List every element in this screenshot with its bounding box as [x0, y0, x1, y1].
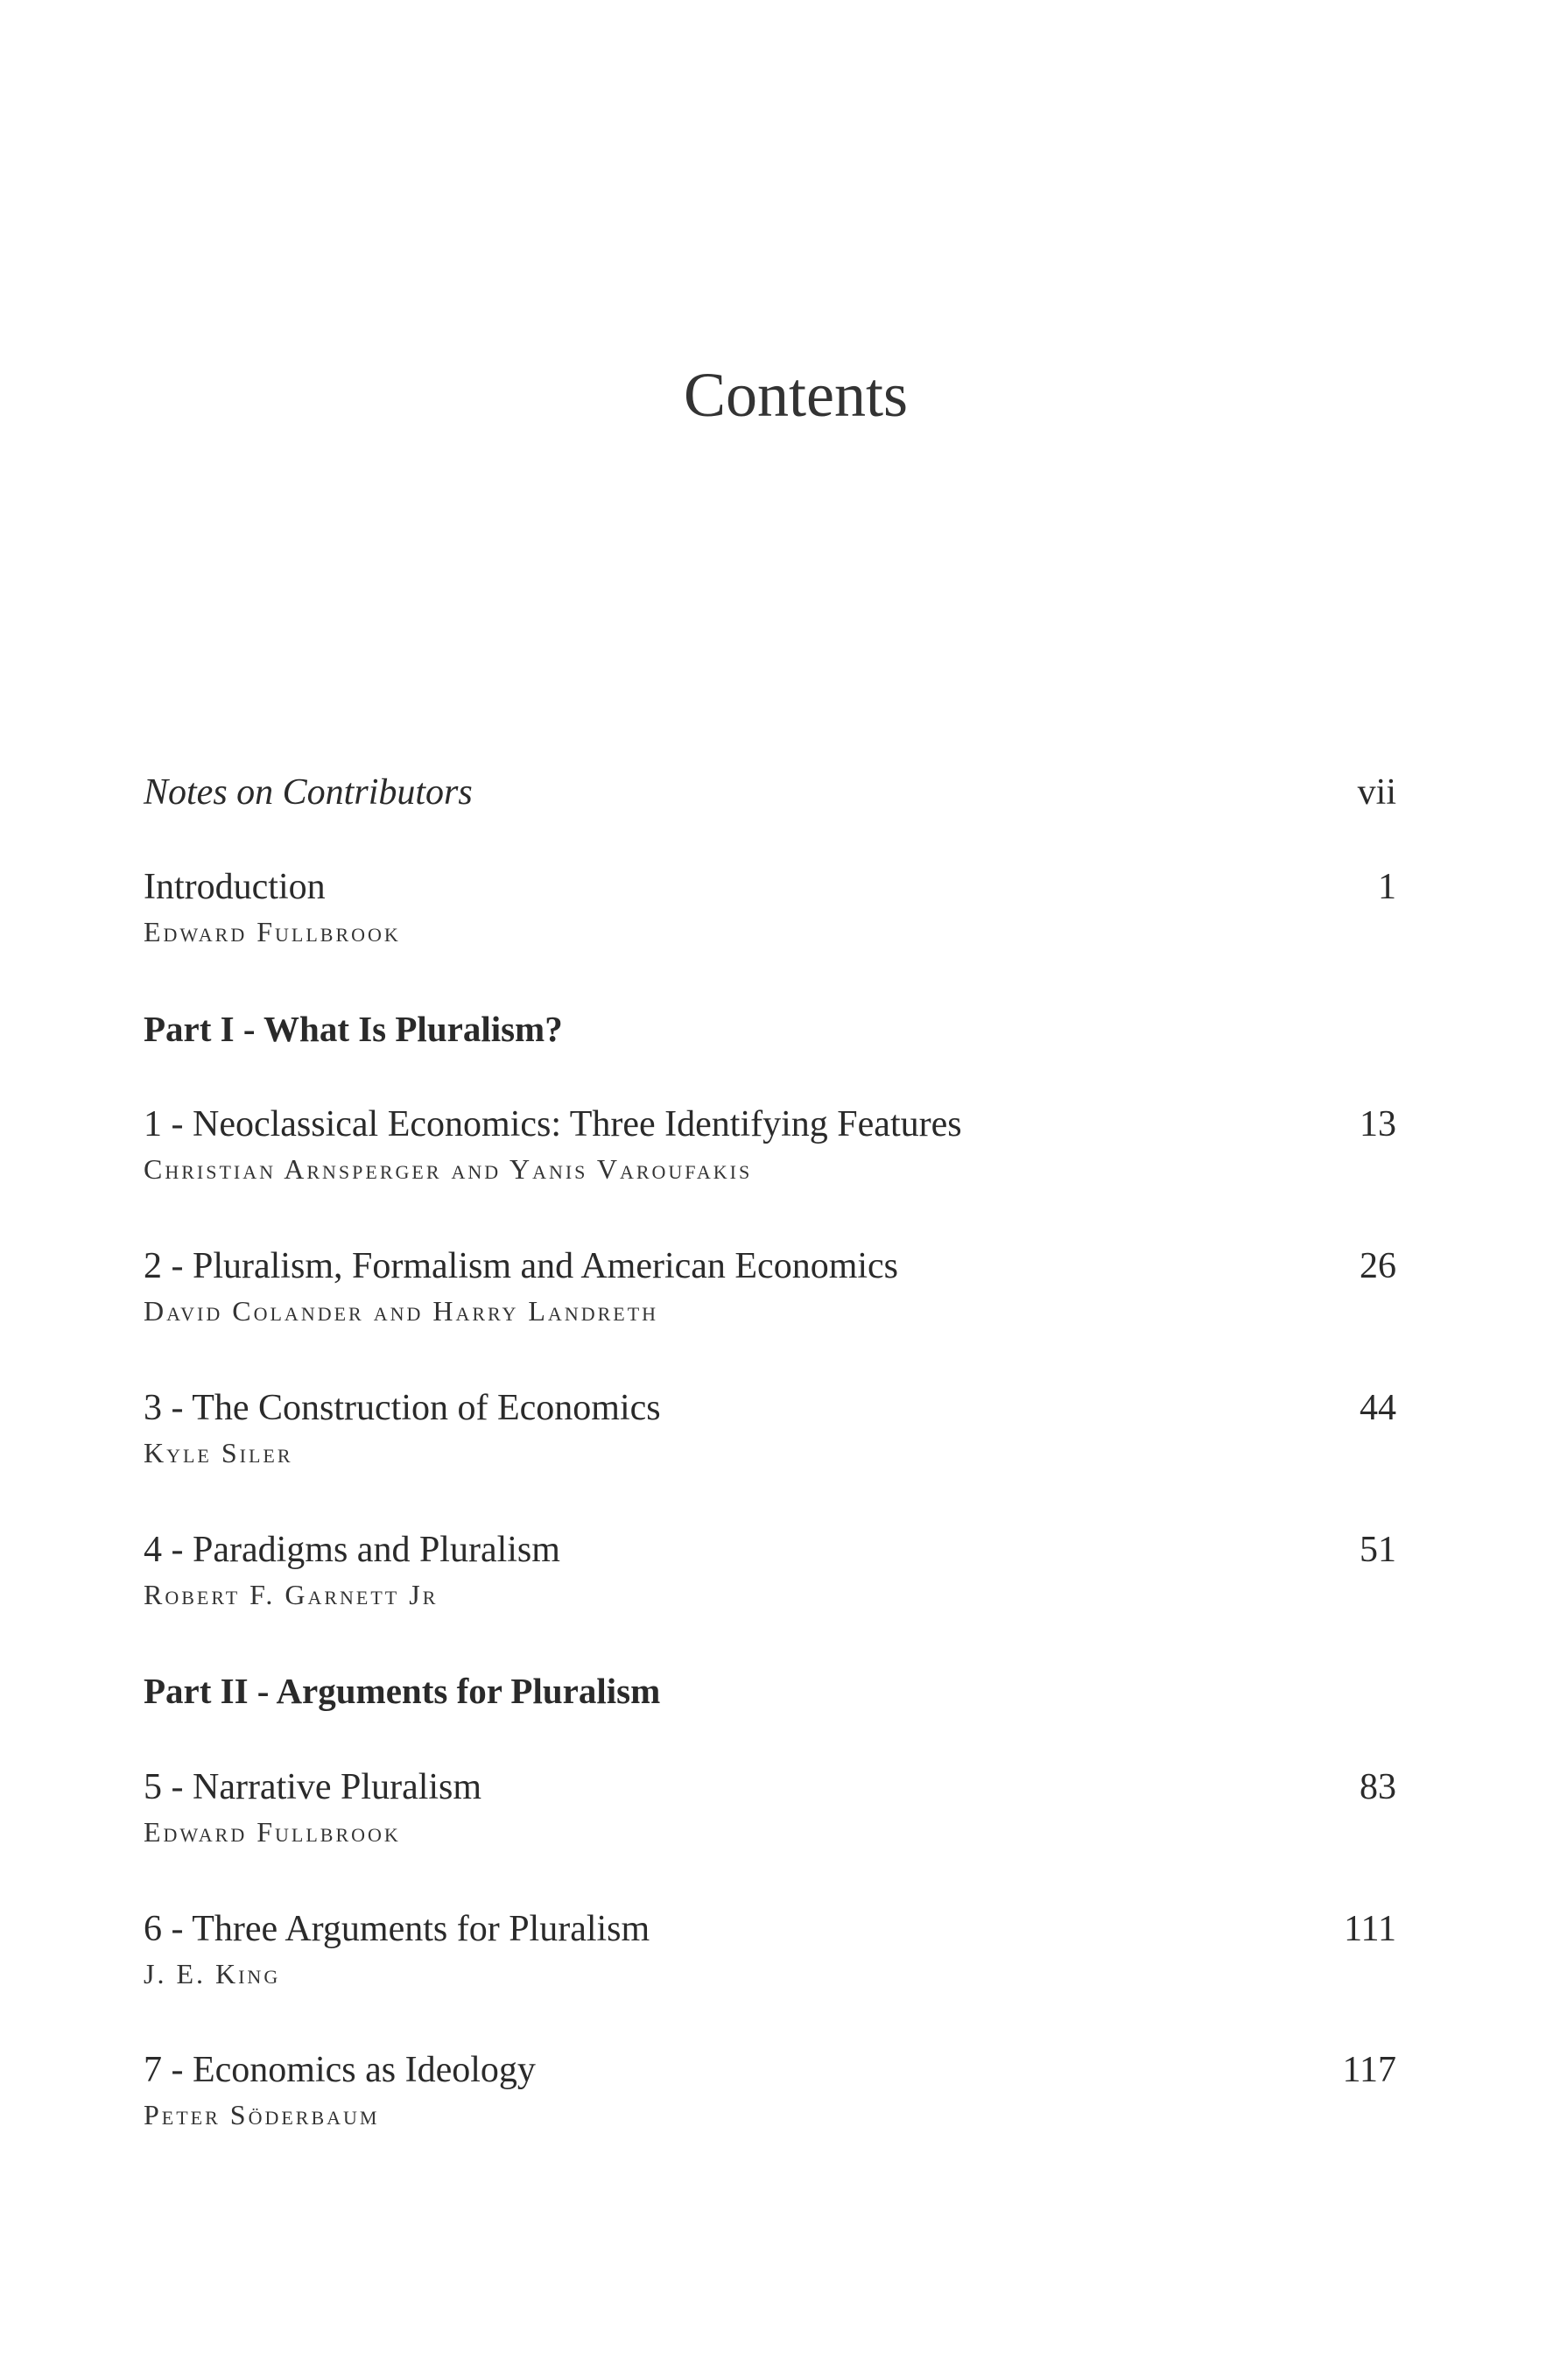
- entry-title: 7 - Economics as Ideology: [144, 2050, 536, 2090]
- entry-page: 13: [1360, 1104, 1396, 1144]
- entry-author: Peter Söderbaum: [144, 2099, 380, 2130]
- toc-entry: [144, 1528, 1396, 1612]
- toc-entry-notes: [144, 771, 1396, 814]
- entry-title: Introduction: [144, 867, 326, 907]
- toc-entry: [144, 1244, 1396, 1328]
- entry-author: J. E. King: [144, 1958, 281, 1989]
- entry-page: 44: [1360, 1388, 1396, 1428]
- entry-author: Kyle Siler: [144, 1437, 293, 1468]
- entry-title: 3 - The Construction of Economics: [144, 1388, 661, 1428]
- entry-page: 111: [1344, 1909, 1396, 1949]
- toc-entry: [144, 1102, 1396, 1186]
- entry-title: 5 - Narrative Pluralism: [144, 1767, 482, 1807]
- page-title: Contents: [683, 360, 908, 430]
- part-heading: Part II - Arguments for Pluralism: [144, 1671, 661, 1711]
- toc-entry: [144, 1765, 1396, 1849]
- entry-title: 4 - Paradigms and Pluralism: [144, 1530, 560, 1570]
- entry-author: Christian Arnsperger and Yanis Varoufakis: [144, 1153, 753, 1185]
- toc-entry: [144, 1386, 1396, 1470]
- entry-page: 83: [1360, 1767, 1396, 1807]
- entry-title: Notes on Contributors: [144, 772, 473, 813]
- entry-title: 1 - Neoclassical Economics: Three Identifying Features: [144, 1104, 962, 1144]
- entry-author: Edward Fullbrook: [144, 1816, 401, 1848]
- entry-author: Edward Fullbrook: [144, 916, 401, 947]
- entry-page: 26: [1360, 1246, 1396, 1286]
- entry-page: 1: [1378, 867, 1396, 907]
- entry-page: 117: [1342, 2050, 1396, 2090]
- toc-entry-introduction: [144, 865, 1396, 949]
- entry-author: David Colander and Harry Landreth: [144, 1295, 659, 1327]
- entry-title: 6 - Three Arguments for Pluralism: [144, 1909, 650, 1949]
- entry-author: Robert F. Garnett Jr: [144, 1579, 439, 1610]
- entry-title: 2 - Pluralism, Formalism and American Economics: [144, 1246, 899, 1286]
- toc-entry: [144, 2048, 1396, 2132]
- entry-page: 51: [1360, 1530, 1396, 1570]
- entry-page: vii: [1357, 772, 1396, 813]
- toc-entry: [144, 1907, 1396, 1991]
- part-heading: Part I - What Is Pluralism?: [144, 1009, 563, 1049]
